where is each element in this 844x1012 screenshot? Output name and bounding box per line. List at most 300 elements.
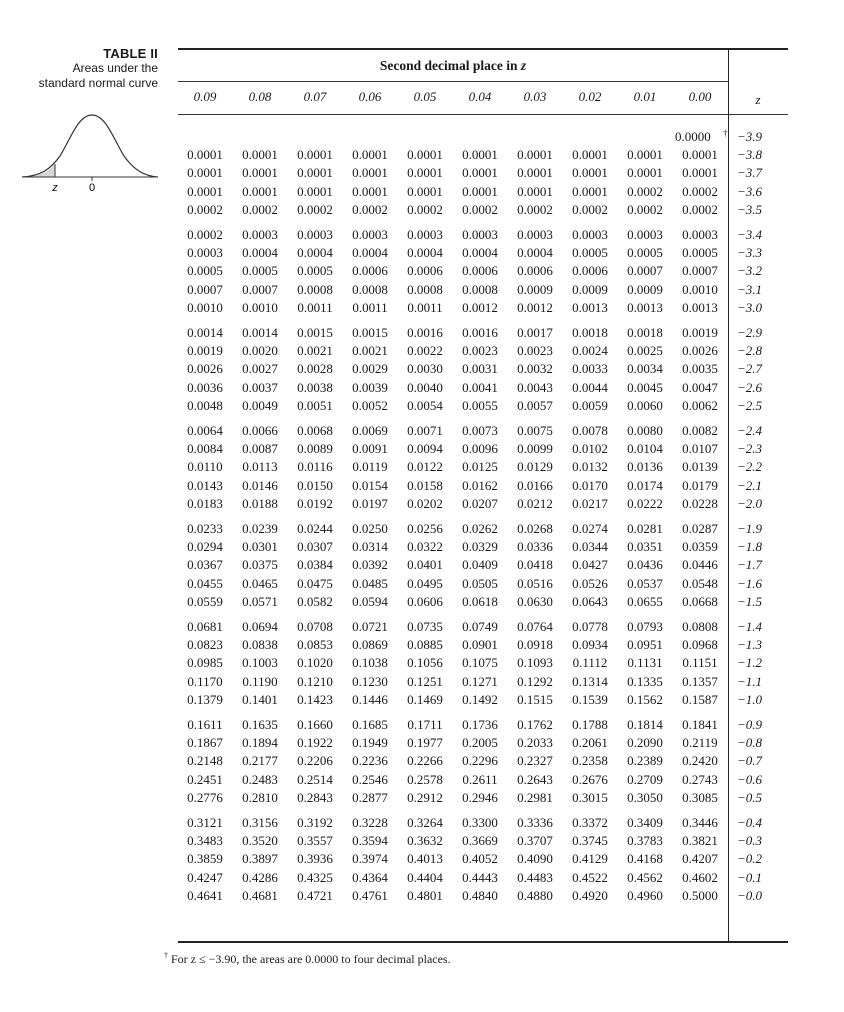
column-header: 0.04 — [468, 89, 492, 104]
table-cell: 0.0002 — [572, 201, 608, 217]
table-cell: 0.0016 — [462, 325, 498, 340]
z-value: −3.1 — [737, 281, 763, 297]
table-cell: 0.2546 — [352, 771, 388, 787]
table-cell: 0.0055 — [462, 397, 498, 413]
table-cell: 0.0008 — [297, 281, 333, 297]
table-cell: 0.3557 — [297, 833, 333, 849]
table-row — [178, 183, 788, 201]
column-header: 0.07 — [303, 89, 327, 104]
z-value: −1.3 — [737, 637, 763, 653]
table-cell: 0.0808 — [682, 619, 718, 634]
header-mid-rule — [178, 81, 728, 82]
table-row — [178, 422, 788, 440]
table-cell: 0.0001 — [297, 183, 333, 199]
table-cell: 0.1469 — [407, 691, 443, 707]
table-row — [178, 379, 788, 397]
table-cell: 0.0002 — [517, 201, 553, 217]
table-cell: 0.2236 — [352, 753, 388, 769]
table-cell: 0.0188 — [242, 495, 278, 511]
table-cell: 0.0113 — [242, 459, 278, 475]
footnote-text: For z ≤ −3.90, the areas are 0.0000 to four decimal places. — [168, 952, 451, 966]
column-header: 0.03 — [523, 89, 547, 104]
table-cell: 0.3085 — [682, 789, 718, 805]
table-cell: 0.2709 — [627, 771, 663, 787]
table-cell: 0.1562 — [627, 691, 663, 707]
table-cell: 0.0643 — [572, 593, 608, 609]
column-header: 0.05 — [413, 89, 437, 104]
table-cell: 0.0006 — [572, 263, 608, 279]
table-cell: 0.0082 — [682, 423, 718, 438]
table-cell: 0.0735 — [407, 619, 443, 634]
table-cell: 0.0951 — [627, 637, 663, 653]
z-value: −2.7 — [737, 361, 763, 377]
table-cell: 0.0014 — [242, 325, 278, 340]
table-cell: 0.0455 — [187, 575, 223, 591]
table-cell: 0.0016 — [407, 325, 443, 340]
table-cell: 0.0001 — [682, 147, 718, 163]
table-cell: 0.0571 — [242, 593, 278, 609]
table-cell: 0.0344 — [572, 539, 608, 555]
table-row — [178, 164, 788, 182]
table-cell: 0.4443 — [462, 869, 498, 885]
table-cell: 0.0045 — [627, 379, 663, 395]
table-cell: 0.4247 — [187, 869, 223, 885]
table-row — [178, 673, 788, 691]
table-cell: 0.0207 — [462, 495, 498, 511]
table-row — [178, 789, 788, 807]
z-value: −0.4 — [737, 815, 763, 830]
table-cell: 0.0351 — [627, 539, 663, 555]
table-cell: 0.0668 — [682, 593, 718, 609]
table-cell: 0.0007 — [187, 281, 223, 297]
table-cell: 0.0018 — [627, 325, 663, 340]
top-rule — [178, 48, 788, 50]
table-cell: 0.0018 — [572, 325, 608, 340]
table-cell: 0.0548 — [682, 575, 718, 591]
table-cell: 0.3336 — [517, 815, 553, 830]
table-cell: 0.2611 — [462, 771, 498, 787]
z-value: −3.3 — [737, 245, 763, 261]
table-cell: 0.0064 — [187, 423, 223, 438]
table-cell: 0.0001 — [627, 147, 663, 163]
table-cell: 0.2327 — [517, 753, 553, 769]
table-cell: 0.1711 — [407, 717, 443, 732]
table-cell: 0.0071 — [407, 423, 443, 438]
table-cell: 0.0228 — [682, 495, 718, 511]
table-cell: 0.0038 — [297, 379, 333, 395]
z-value: −1.6 — [737, 575, 763, 591]
table-cell: 0.3015 — [572, 789, 608, 805]
table-cell: 0.0004 — [517, 245, 553, 261]
table-cell: 0.1949 — [352, 735, 388, 751]
z-value: −1.7 — [737, 557, 763, 573]
table-cell: 0.0023 — [462, 343, 498, 359]
table-cell: 0.1075 — [462, 655, 498, 671]
table-cell: 0.0104 — [627, 441, 663, 457]
table-cell: 0.2776 — [187, 789, 223, 805]
table-cell: 0.0023 — [517, 343, 553, 359]
table-cell: 0.1230 — [352, 673, 388, 689]
table-cell: 0.3228 — [352, 815, 388, 830]
table-cell: 0.0594 — [352, 593, 388, 609]
table-cell: 0.0217 — [572, 495, 608, 511]
table-cell: 0.0009 — [572, 281, 608, 297]
table-cell: 0.0244 — [297, 521, 333, 536]
table-subtitle-line1: Areas under the — [72, 61, 158, 75]
table-cell: 0.1922 — [297, 735, 333, 751]
table-cell: 0.0020 — [242, 343, 278, 359]
table-cell: 0.0764 — [517, 619, 553, 634]
spanning-header-variable: z — [520, 58, 527, 73]
table-cell: 0.0158 — [407, 477, 443, 493]
table-cell: 0.2451 — [187, 771, 223, 787]
table-cell: 0.3409 — [627, 815, 663, 830]
z-value: −2.9 — [737, 325, 763, 340]
table-cell: 0.0001 — [517, 165, 553, 181]
table-cell: 0.3859 — [187, 851, 223, 867]
z-value: −0.2 — [737, 851, 763, 867]
table-cell: 0.1423 — [297, 691, 333, 707]
table-cell: 0.2810 — [242, 789, 278, 805]
table-cell: 0.0179 — [682, 477, 718, 493]
table-cell: 0.0015 — [297, 325, 333, 340]
table-row — [178, 201, 788, 219]
table-cell: 0.0003 — [407, 227, 443, 242]
table-cell: 0.2981 — [517, 789, 553, 805]
table-row — [178, 262, 788, 280]
table-cell: 0.2005 — [462, 735, 498, 751]
table-cell: 0.3121 — [187, 815, 223, 830]
table-cell: 0.0089 — [297, 441, 333, 457]
table-cell: 0.0606 — [407, 593, 443, 609]
table-cell: 0.1977 — [407, 735, 443, 751]
table-cell: 0.0021 — [297, 343, 333, 359]
table-cell: 0.1867 — [187, 735, 223, 751]
z-value: −3.4 — [737, 227, 763, 242]
table-cell: 0.0162 — [462, 477, 498, 493]
table-cell: 0.0025 — [627, 343, 663, 359]
table-cell: 0.1335 — [627, 673, 663, 689]
table-subtitle-line2: standard normal curve — [38, 76, 158, 90]
table-row — [178, 556, 788, 574]
table-cell: 0.0505 — [462, 575, 498, 591]
table-row — [178, 146, 788, 164]
table-cell: 0.0001 — [462, 165, 498, 181]
table-cell: 0.0007 — [242, 281, 278, 297]
table-cell: 0.0037 — [242, 379, 278, 395]
table-cell: 0.0075 — [517, 423, 553, 438]
table-cell: 0.3783 — [627, 833, 663, 849]
table-cell: 0.2266 — [407, 753, 443, 769]
table-cell: 0.0066 — [242, 423, 278, 438]
z-value: −2.6 — [737, 379, 763, 395]
table-cell: 0.0013 — [627, 299, 663, 315]
table-cell: 0.0102 — [572, 441, 608, 457]
table-cell: 0.0002 — [627, 201, 663, 217]
table-cell: 0.0003 — [627, 227, 663, 242]
z-column-divider — [728, 48, 729, 943]
table-row — [178, 814, 788, 832]
bottom-rule — [178, 941, 788, 943]
table-cell: 0.0004 — [352, 245, 388, 261]
table-cell: 0.0197 — [352, 495, 388, 511]
table-cell: 0.3594 — [352, 833, 388, 849]
z-value: −3.5 — [737, 201, 763, 217]
table-cell: 0.4641 — [187, 887, 223, 903]
table-cell: 0.2514 — [297, 771, 333, 787]
table-cell: 0.0007 — [627, 263, 663, 279]
table-cell: 0.0006 — [517, 263, 553, 279]
table-row — [178, 520, 788, 538]
table-cell: 0.1131 — [627, 655, 663, 671]
table-cell: 0.0008 — [407, 281, 443, 297]
table-cell: 0.0001 — [352, 183, 388, 199]
table-cell: 0.0001 — [242, 147, 278, 163]
table-cell: 0.1814 — [627, 717, 663, 732]
table-cell: 0.0222 — [627, 495, 663, 511]
table-cell: 0.3632 — [407, 833, 443, 849]
table-cell: 0.1635 — [242, 717, 278, 732]
table-cell: 0.0314 — [352, 539, 388, 555]
table-row — [178, 538, 788, 556]
table-cell: 0.3936 — [297, 851, 333, 867]
table-cell: 0.0062 — [682, 397, 718, 413]
column-header: 0.09 — [193, 89, 217, 104]
z-value: −2.5 — [737, 397, 763, 413]
table-cell: 0.0005 — [682, 245, 718, 261]
table-cell: 0.3897 — [242, 851, 278, 867]
z-value: −2.1 — [737, 477, 763, 493]
table-cell: 0.4404 — [407, 869, 443, 885]
table-cell: 0.0778 — [572, 619, 608, 634]
table-cell: 0.0183 — [187, 495, 223, 511]
table-cell: 0.4052 — [462, 851, 498, 867]
table-cell: 0.0301 — [242, 539, 278, 555]
table-cell: 0.0694 — [242, 619, 278, 634]
table-cell: 0.0002 — [187, 227, 223, 242]
table-cell: 0.0125 — [462, 459, 498, 475]
table-cell: 0.0022 — [407, 343, 443, 359]
table-row — [178, 716, 788, 734]
z-value: −0.0 — [737, 887, 763, 903]
table-cell: 0.0060 — [627, 397, 663, 413]
table-cell: 0.0322 — [407, 539, 443, 555]
table-cell: 0.0359 — [682, 539, 718, 555]
table-cell: 0.2676 — [572, 771, 608, 787]
table-cell: 0.2090 — [627, 735, 663, 751]
spanning-header — [178, 58, 728, 74]
table-cell: 0.1446 — [352, 691, 388, 707]
table-cell: 0.0084 — [187, 441, 223, 457]
table-cell: 0.0934 — [572, 637, 608, 653]
z-value: −1.5 — [737, 593, 763, 609]
table-cell: 0.1788 — [572, 717, 608, 732]
table-cell: 0.0003 — [572, 227, 608, 242]
z-value: −1.8 — [737, 539, 763, 555]
table-cell: 0.3264 — [407, 815, 443, 830]
table-cell: 0.3483 — [187, 833, 223, 849]
table-cell: 0.0655 — [627, 593, 663, 609]
table-cell: 0.0013 — [572, 299, 608, 315]
column-header: 0.01 — [633, 89, 657, 104]
table-row — [178, 869, 788, 887]
table-cell: 0.1539 — [572, 691, 608, 707]
table-cell: 0.2912 — [407, 789, 443, 805]
table-cell: 0.0287 — [682, 521, 718, 536]
table-cell: 0.0047 — [682, 379, 718, 395]
table-cell: 0.0202 — [407, 495, 443, 511]
table-row — [178, 771, 788, 789]
z-value: −0.7 — [737, 753, 763, 769]
table-cell: 0.0003 — [187, 245, 223, 261]
table-row — [178, 850, 788, 868]
table-cell: 0.4168 — [627, 851, 663, 867]
table-cell: 0.0026 — [187, 361, 223, 377]
z-value: −1.1 — [737, 673, 763, 689]
table-cell: 0.1762 — [517, 717, 553, 732]
table-cell: 0.5000 — [682, 887, 718, 903]
table-cell: 0.0002 — [242, 201, 278, 217]
table-cell: 0.0146 — [242, 477, 278, 493]
z-value: −0.8 — [737, 735, 763, 751]
table-cell: 0.0129 — [517, 459, 553, 475]
table-cell: 0.0054 — [407, 397, 443, 413]
table-cell: 0.1587 — [682, 691, 718, 707]
table-cell: 0.0051 — [297, 397, 333, 413]
table-cell: 0.0367 — [187, 557, 223, 573]
table-cell: 0.0007 — [682, 263, 718, 279]
z-value: −0.9 — [737, 717, 763, 732]
table-cell: 0.0000 — [675, 129, 711, 144]
table-cell: 0.0028 — [297, 361, 333, 377]
table-cell: 0.0010 — [242, 299, 278, 315]
table-cell: 0.0006 — [462, 263, 498, 279]
table-cell: 0.4960 — [627, 887, 663, 903]
table-cell: 0.2483 — [242, 771, 278, 787]
table-cell: 0.0006 — [352, 263, 388, 279]
table-row — [178, 618, 788, 636]
table-cell: 0.0495 — [407, 575, 443, 591]
table-cell: 0.4761 — [352, 887, 388, 903]
z-axis-label: z — [52, 182, 58, 194]
table-cell: 0.0026 — [682, 343, 718, 359]
table-cell: 0.0030 — [407, 361, 443, 377]
table-cell: 0.0001 — [187, 183, 223, 199]
table-cell: 0.0918 — [517, 637, 553, 653]
table-cell: 0.0014 — [187, 325, 223, 340]
table-cell: 0.0139 — [682, 459, 718, 475]
column-header: 0.06 — [358, 89, 382, 104]
table-cell: 0.4681 — [242, 887, 278, 903]
table-cell: 0.3707 — [517, 833, 553, 849]
table-cell: 0.0005 — [297, 263, 333, 279]
z-value: −1.0 — [737, 691, 763, 707]
table-cell: 0.0985 — [187, 655, 223, 671]
table-cell: 0.1170 — [187, 673, 223, 689]
table-row — [178, 244, 788, 262]
table-cell: 0.0001 — [572, 165, 608, 181]
table-cell: 0.3520 — [242, 833, 278, 849]
table-cell: 0.1314 — [572, 673, 608, 689]
table-cell: 0.0681 — [187, 619, 223, 634]
z-value: −3.7 — [737, 165, 763, 181]
table-row — [178, 397, 788, 415]
table-title: TABLE II — [103, 46, 158, 61]
table-cell: 0.0003 — [462, 227, 498, 242]
table-row — [178, 691, 788, 709]
table-cell: 0.0010 — [682, 281, 718, 297]
table-cell: 0.0094 — [407, 441, 443, 457]
table-cell: 0.1660 — [297, 717, 333, 732]
table-row — [178, 636, 788, 654]
table-row — [178, 887, 788, 905]
z-value: −3.6 — [737, 183, 763, 199]
table-cell: 0.0274 — [572, 521, 608, 536]
table-cell: 0.0721 — [352, 619, 388, 634]
table-cell: 0.2578 — [407, 771, 443, 787]
z-column-header: z — [755, 92, 761, 107]
table-cell: 0.0336 — [517, 539, 553, 555]
table-cell: 0.0001 — [627, 165, 663, 181]
z-value: −2.0 — [737, 495, 763, 511]
table-cell: 0.3050 — [627, 789, 663, 805]
table-cell: 0.4880 — [517, 887, 553, 903]
table-cell: 0.2148 — [187, 753, 223, 769]
table-cell: 0.3446 — [682, 815, 718, 830]
footnote-mark: † — [164, 951, 168, 960]
table-caption — [39, 46, 158, 91]
table-cell: 0.0011 — [352, 299, 388, 315]
table-cell: 0.1379 — [187, 691, 223, 707]
table-cell: 0.2206 — [297, 753, 333, 769]
table-cell: 0.0043 — [517, 379, 553, 395]
table-cell: 0.0001 — [407, 183, 443, 199]
table-row — [178, 832, 788, 850]
table-row — [178, 654, 788, 672]
table-cell: 0.0032 — [517, 361, 553, 377]
table-cell: 0.0008 — [462, 281, 498, 297]
table-cell: 0.2033 — [517, 735, 553, 751]
table-cell: 0.0475 — [297, 575, 333, 591]
table-cell: 0.0004 — [407, 245, 443, 261]
table-cell: 0.0401 — [407, 557, 443, 573]
z-value: −3.8 — [737, 147, 763, 163]
zero-axis-label: 0 — [88, 182, 96, 194]
table-cell: 0.4801 — [407, 887, 443, 903]
column-header: 0.00 — [688, 89, 712, 104]
z-value: −2.2 — [737, 459, 763, 475]
table-cell: 0.0294 — [187, 539, 223, 555]
table-cell: 0.0011 — [297, 299, 333, 315]
spanning-header-text: Second decimal place in — [379, 58, 521, 73]
z-value: −1.9 — [737, 521, 763, 536]
column-header: 0.08 — [248, 89, 272, 104]
table-cell: 0.0793 — [627, 619, 663, 634]
table-cell: 0.0001 — [187, 165, 223, 181]
table-cell: 0.1515 — [517, 691, 553, 707]
table-cell: 0.0087 — [242, 441, 278, 457]
bell-curve — [22, 115, 158, 177]
table-cell: 0.0001 — [242, 183, 278, 199]
table-cell: 0.0011 — [407, 299, 443, 315]
table-cell: 0.0039 — [352, 379, 388, 395]
table-cell: 0.0559 — [187, 593, 223, 609]
table-cell: 0.4207 — [682, 851, 718, 867]
table-cell: 0.1210 — [297, 673, 333, 689]
table-cell: 0.0119 — [352, 459, 388, 475]
table-cell: 0.1736 — [462, 717, 498, 732]
table-cell: 0.0250 — [352, 521, 388, 536]
